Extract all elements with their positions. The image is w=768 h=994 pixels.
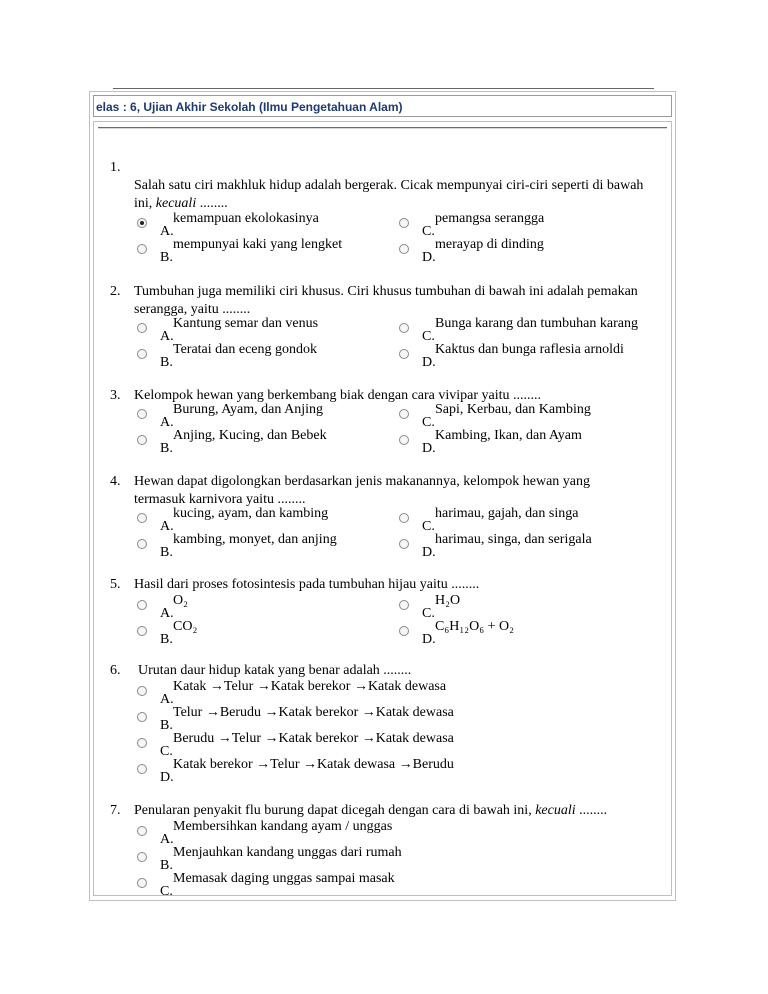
option-letter: A.	[160, 606, 174, 621]
header-bar	[93, 95, 672, 117]
option-letter: C.	[422, 606, 435, 621]
option-text: pemangsa serangga	[435, 211, 545, 226]
question-text: Hasil dari proses fotosintesis pada tumbuhan hijau yaitu ........	[134, 577, 480, 592]
radio-icon[interactable]	[137, 852, 147, 862]
question-text: Urutan daur hidup katak yang benar adalah ........	[138, 663, 412, 678]
question-number: 4.	[110, 474, 121, 489]
option-text: kucing, ayam, dan kambing	[173, 506, 329, 521]
option-text: Kambing, Ikan, dan Ayam	[435, 428, 582, 443]
option-text: harimau, singa, dan serigala	[435, 532, 592, 547]
option-letter: B.	[160, 250, 173, 265]
option-letter: B.	[160, 858, 173, 873]
option-letter: D.	[422, 355, 436, 370]
radio-icon[interactable]	[137, 738, 147, 748]
radio-icon[interactable]	[137, 826, 147, 836]
radio-icon[interactable]	[137, 712, 147, 722]
option-letter: D.	[422, 250, 436, 265]
option-letter: C.	[422, 329, 435, 344]
question-number: 3.	[110, 388, 121, 403]
radio-icon[interactable]	[399, 626, 409, 636]
option-letter: B.	[160, 545, 173, 560]
radio-icon[interactable]	[137, 539, 147, 549]
option-letter: C.	[422, 224, 435, 239]
radio-selected-icon[interactable]	[137, 218, 147, 228]
option-text: Memasak daging unggas sampai masak	[173, 871, 395, 886]
option-letter: C.	[160, 744, 173, 759]
question-number: 2.	[110, 284, 121, 299]
option-letter: C.	[422, 415, 435, 430]
option-text: CO₂	[173, 619, 198, 634]
option-text: Berudu →Telur →Katak berekor →Katak dewasa	[173, 731, 454, 746]
question-number: 1.	[110, 160, 121, 175]
option-text: Sapi, Kerbau, dan Kambing	[435, 402, 591, 417]
question-text: Salah satu ciri makhluk hidup adalah bergerak. Cicak mempunyai ciri-ciri seperti di bawah ini, kecuali ........	[134, 178, 644, 211]
option-text: harimau, gajah, dan singa	[435, 506, 579, 521]
radio-icon[interactable]	[399, 218, 409, 228]
option-text: merayap di dinding	[435, 237, 544, 252]
radio-icon[interactable]	[137, 435, 147, 445]
radio-icon[interactable]	[137, 244, 147, 254]
option-text: kambing, monyet, dan anjing	[173, 532, 337, 547]
option-text: H₂O	[435, 593, 461, 608]
question-text: Penularan penyakit flu burung dapat dicegah dengan cara di bawah ini, kecuali ........	[134, 803, 608, 818]
option-letter: B.	[160, 718, 173, 733]
option-letter: D.	[422, 545, 436, 560]
option-text: Teratai dan eceng gondok	[173, 342, 318, 357]
radio-icon[interactable]	[137, 409, 147, 419]
option-text: mempunyai kaki yang lengket	[173, 237, 343, 252]
option-letter: A.	[160, 329, 174, 344]
question-text: Hewan dapat digolongkan berdasarkan jenis makanannya, kelompok hewan yang termasuk karnivora yaitu ........	[134, 474, 591, 507]
option-text: Telur →Berudu →Katak berekor →Katak dewasa	[173, 705, 454, 720]
option-letter: B.	[160, 355, 173, 370]
radio-icon[interactable]	[137, 626, 147, 636]
radio-icon[interactable]	[399, 435, 409, 445]
question-number: 7.	[110, 803, 121, 818]
option-letter: D.	[422, 632, 436, 647]
radio-icon[interactable]	[399, 513, 409, 523]
radio-icon[interactable]	[137, 600, 147, 610]
radio-icon[interactable]	[399, 244, 409, 254]
option-letter: D.	[422, 441, 436, 456]
option-letter: A.	[160, 224, 174, 239]
option-text: Bunga karang dan tumbuhan karang	[435, 316, 638, 331]
question-text: Tumbuhan juga memiliki ciri khusus. Ciri khusus tumbuhan di bawah ini adalah pemakan serangga, yaitu ........	[134, 284, 638, 317]
radio-icon[interactable]	[137, 764, 147, 774]
radio-icon[interactable]	[137, 686, 147, 696]
radio-icon[interactable]	[137, 878, 147, 888]
radio-icon[interactable]	[399, 349, 409, 359]
option-letter: A.	[160, 692, 174, 707]
radio-icon[interactable]	[399, 600, 409, 610]
option-letter: C.	[160, 884, 173, 899]
option-letter: A.	[160, 519, 174, 534]
option-text: C₆H₁₂O₆ + O₂	[435, 619, 514, 634]
option-text: Katak berekor →Telur →Katak dewasa →Berudu	[173, 757, 454, 772]
option-text: O₂	[173, 593, 188, 608]
option-text: Kantung semar dan venus	[173, 316, 319, 331]
option-letter: C.	[422, 519, 435, 534]
option-letter: D.	[160, 770, 174, 785]
option-text: Menjauhkan kandang unggas dari rumah	[173, 845, 402, 860]
option-text: Kaktus dan bunga raflesia arnoldi	[435, 342, 624, 357]
page-title: elas : 6, Ujian Akhir Sekolah (Ilmu Pengetahuan Alam)	[96, 100, 403, 114]
option-text: Burung, Ayam, dan Anjing	[173, 402, 323, 417]
radio-icon[interactable]	[399, 323, 409, 333]
radio-icon[interactable]	[137, 323, 147, 333]
option-text: kemampuan ekolokasinya	[173, 211, 319, 226]
option-letter: B.	[160, 632, 173, 647]
divider	[98, 127, 667, 129]
top-rule	[113, 88, 654, 89]
option-text: Anjing, Kucing, dan Bebek	[173, 428, 327, 443]
option-text: Membersihkan kandang ayam / unggas	[173, 819, 393, 834]
question-text: Kelompok hewan yang berkembang biak dengan cara vivipar yaitu ........	[134, 388, 542, 403]
radio-icon[interactable]	[137, 349, 147, 359]
option-letter: B.	[160, 441, 173, 456]
radio-icon[interactable]	[137, 513, 147, 523]
option-letter: A.	[160, 415, 174, 430]
question-number: 6.	[110, 663, 121, 678]
option-text: Katak →Telur →Katak berekor →Katak dewasa	[173, 679, 447, 694]
radio-icon[interactable]	[399, 409, 409, 419]
option-letter: A.	[160, 832, 174, 847]
question-number: 5.	[110, 577, 121, 592]
radio-icon[interactable]	[399, 539, 409, 549]
